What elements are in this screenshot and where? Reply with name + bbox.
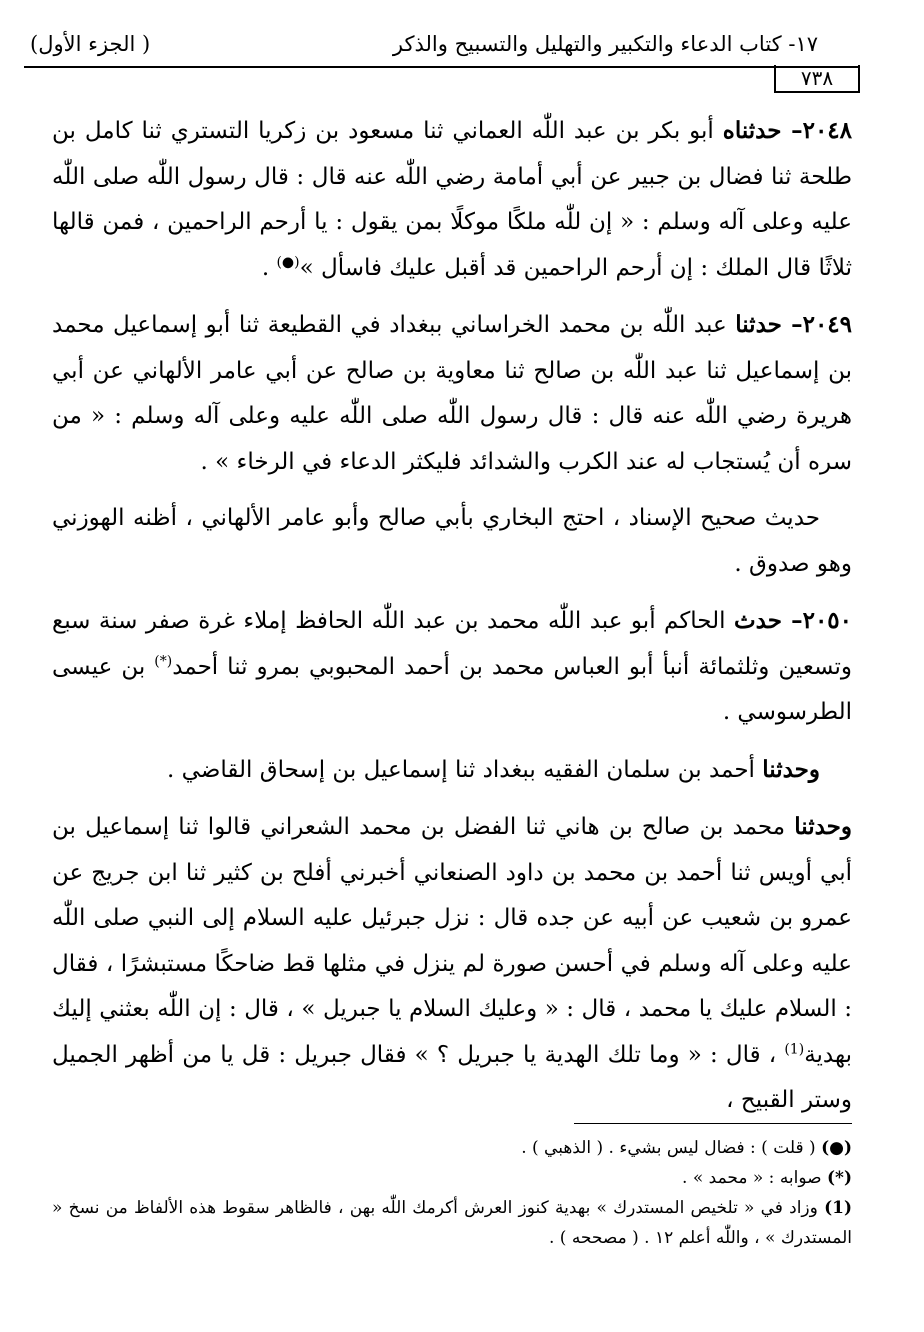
hadith-text: عبد اللّٰه بن محمد الخراساني ببغداد في القطيعة ثنا أبو إسماعيل محمد بن إسماعيل ثنا عبد اللّٰه بن صالح ثنا معاوية بن صالح عن أبي عامر الألهاني عن أبي هريرة رضي اللّٰه عنه قال : قال رسول اللّٰه صلى اللّٰه عليه وعلى آله وسلم : « من سره أن يُستجاب له عند الكرب والشدائد فليكثر الدعاء في الرخاء » . <box>52 312 852 475</box>
footnote-ref: (*) <box>154 652 173 669</box>
chain-text-cont: ، قال : « وما تلك الهدية يا جبريل ؟ » فقال جبريل : قل يا من أظهر الجميل وستر القبيح ، <box>52 1041 852 1113</box>
chain-text: محمد بن صالح بن هاني ثنا الفضل بن محمد الشعراني قالوا ثنا إسماعيل بن أبي أويس ثنا أحمد بن محمد بن داود الصنعاني أخبرني أفلح بن كثير ثنا ابن جريج عن عمرو بن شعيب عن أبيه عن جده قال : نزل جبرئيل عليه السلام إلى النبي صلى اللّٰه عليه وعلى آله وسلم في أحسن صورة لم ينزل في مثلها قط ضاحكًا مستبشرًا ، فقال : السلام عليك يا محمد ، قال : « وعليك السلام يا جبريل » ، قال : إن اللّٰه بعثني إليك بهدية <box>52 814 852 1068</box>
hadith-number: ٢٠٤٩ <box>802 311 853 338</box>
footnote-mark: (*) <box>827 1168 852 1188</box>
footnote-text: صوابه : « محمد » . <box>682 1168 828 1188</box>
hadith-number: ٢٠٤٨ <box>802 117 853 144</box>
main-text <box>52 108 852 1124</box>
chain-lead: – حدث <box>734 607 803 634</box>
hadith-text: الحاكم أبو عبد اللّٰه محمد بن عبد اللّٰه الحافظ إملاء غرة صفر سنة سبع وتسعين وثلثمائة أنبأ أبو العباس محمد بن أحمد المحبوبي بمرو ثنا أحمد <box>52 608 852 680</box>
hadith-2049 <box>52 302 852 485</box>
chain-lead: وحدثنا <box>794 813 852 840</box>
hadith-text-cont: بن عيسى الطرسوسي . <box>52 653 852 725</box>
running-header <box>24 30 858 68</box>
chain-2 <box>52 747 852 794</box>
hadith-text: أبو بكر بن عبد اللّٰه العماني ثنا مسعود بن زكريا التستري ثنا كامل بن طلحة ثنا فضال بن جبير عن أبي أمامة رضي اللّٰه عنه قال : قال رسول اللّٰه صلى اللّٰه عليه وعلى آله وسلم : « إن للّٰه ملكًا موكلًا بمن يقول : يا أرحم الراحمين ، فمن قالها ثلاثًا قال الملك : إن أرحم الراحمين قد أقبل عليك فاسأل » <box>52 118 852 281</box>
sentence-end: . <box>261 254 277 281</box>
chain-lead: – حدثناه <box>722 117 803 144</box>
footnote-ref: (●) <box>276 253 300 270</box>
chain-lead: وحدثنا <box>762 755 820 783</box>
footnote <box>52 1163 852 1193</box>
footnote-divider <box>574 1123 852 1124</box>
page-number: ٧٣٨ <box>774 65 860 93</box>
footnotes <box>52 1133 852 1253</box>
chain-text: أحمد بن سلمان الفقيه ببغداد ثنا إسماعيل بن إسحاق القاضي . <box>167 756 763 783</box>
chapter-title: ١٧- كتاب الدعاء والتكبير والتهليل والتسبيح والذكر <box>392 32 818 56</box>
footnote-text: ( قلت ) : فضال ليس بشيء . ( الذهبي ) . <box>521 1138 822 1158</box>
chain-lead: – حدثنا <box>735 311 803 338</box>
hadith-number: ٢٠٥٠ <box>802 607 853 634</box>
grading-comment: حديث صحيح الإسناد ، احتج البخاري بأبي صالح وأبو عامر الألهاني ، أظنه الهوزني وهو صدوق . <box>52 505 852 577</box>
volume-label: ( الجزء الأول) <box>30 32 151 56</box>
footnote-text: وزاد في « تلخيص المستدرك » بهدية كنوز العرش أكرمك اللّٰه بهن ، فالظاهر سقوط هذه الألفاظ من نسخ « المستدرك » ، واللّٰه أعلم ١٢ . ( مصححه ) . <box>52 1198 852 1248</box>
footnote-mark: (1) <box>824 1198 852 1218</box>
hadith-2050 <box>52 598 852 736</box>
footnote <box>52 1133 852 1163</box>
footnote <box>52 1193 852 1253</box>
footnote-ref: (1) <box>784 1040 805 1057</box>
footnote-mark: (●) <box>821 1138 852 1158</box>
hadith-2048 <box>52 108 852 291</box>
chain-3 <box>52 804 852 1124</box>
